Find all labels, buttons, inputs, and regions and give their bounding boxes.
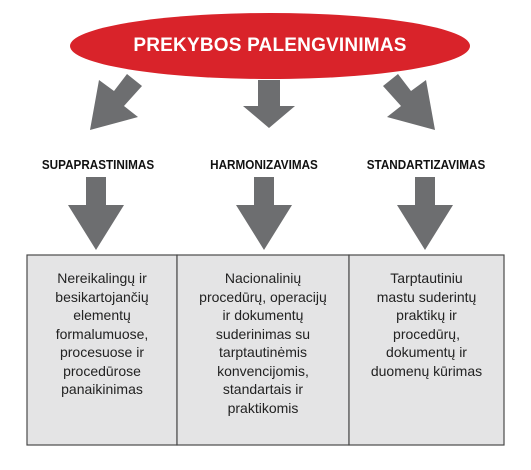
- box-text-standartizavimas: [349, 255, 504, 445]
- text-line: Nacionalinių: [224, 270, 302, 286]
- text-line: suderinimas su: [215, 325, 311, 342]
- arrow-down-supaprastinimas-icon: [68, 177, 124, 250]
- text-line: tarptautinėmis: [219, 344, 307, 360]
- arrow-down-left-icon: [90, 74, 142, 130]
- text-line: duomenų kūrimas: [370, 362, 483, 379]
- arrow-down-standartizavimas-icon: [397, 177, 453, 250]
- text-line: besikartojančių: [55, 288, 149, 305]
- box-text-supaprastinimas: [27, 255, 177, 445]
- category-label-standartizavimas: STANDARTIZAVIMAS: [366, 156, 486, 172]
- text-line: procedūrų,: [393, 325, 460, 342]
- text-line: procedūrų, operacijų: [199, 288, 327, 305]
- text-line: Nereikalingų ir: [57, 270, 147, 286]
- text-line: panaikinimas: [61, 381, 143, 397]
- box-text-harmonizavimas: [177, 255, 349, 445]
- text-line: procesuose ir: [59, 344, 145, 360]
- text-line: ir dokumentų: [222, 307, 304, 323]
- arrow-down-right-icon: [383, 74, 435, 130]
- diagram-title: PREKYBOS PALENGVINIMAS: [133, 35, 407, 56]
- category-label-harmonizavimas: HARMONIZAVIMAS: [210, 156, 318, 172]
- arrow-down-center-icon: [243, 80, 295, 128]
- text-line: praktikomis: [227, 399, 299, 416]
- text-line: konvencijomis,: [217, 362, 309, 379]
- text-line: formalumuose,: [55, 325, 149, 342]
- category-label-supaprastinimas: SUPAPRASTINIMAS: [41, 156, 155, 172]
- text-line: procedūrose: [63, 362, 141, 379]
- text-line: Tarptautiniu: [390, 270, 463, 286]
- text-line: standartais ir: [222, 381, 304, 397]
- arrow-down-harmonizavimas-icon: [236, 177, 292, 250]
- text-line: praktikų ir: [396, 307, 457, 323]
- text-line: mastu suderintų: [376, 288, 477, 305]
- text-line: dokumentų ir: [386, 344, 467, 360]
- text-line: elementų: [73, 307, 131, 323]
